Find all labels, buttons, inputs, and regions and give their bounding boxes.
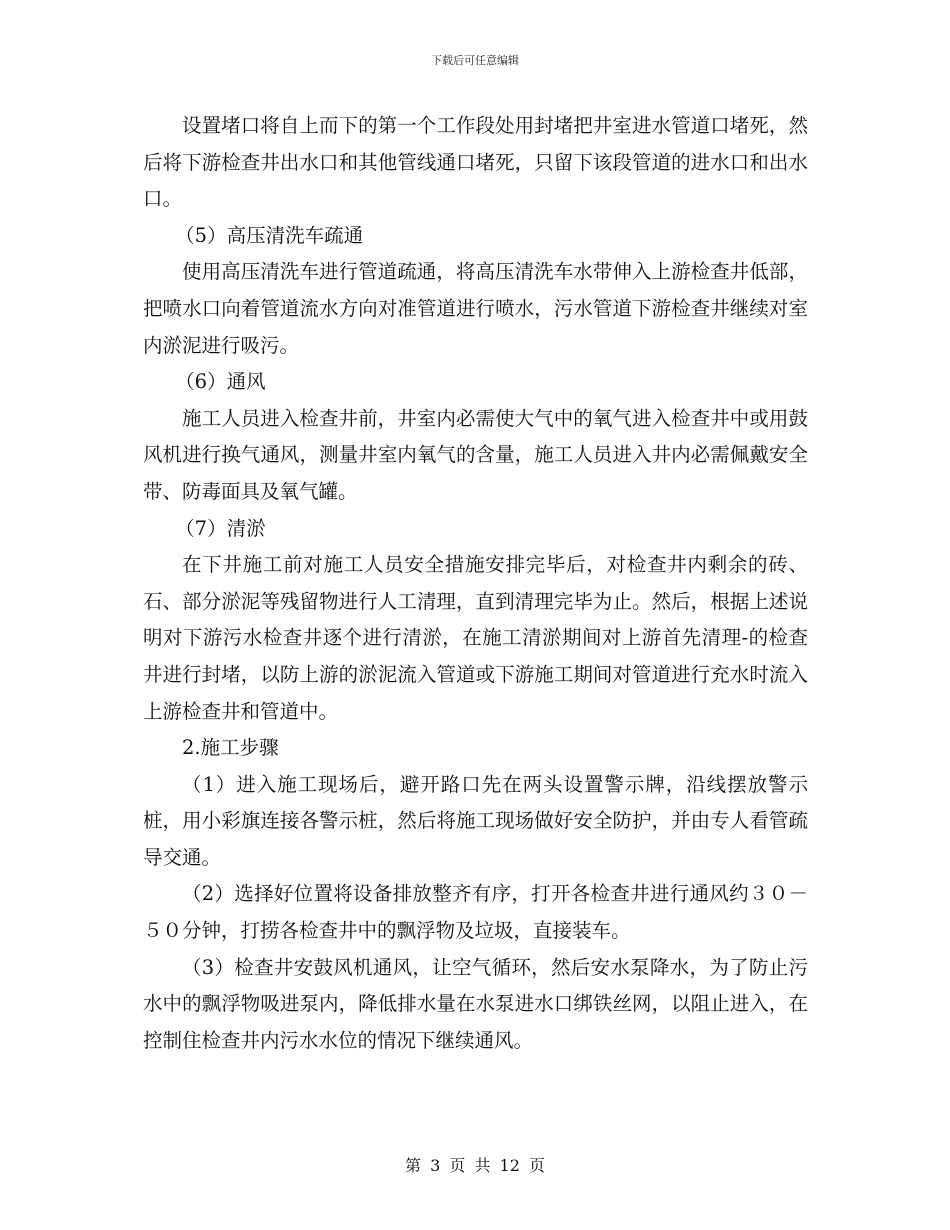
paragraph-ventilation: 施工人员进入检查井前，井室内必需使大气中的氧气进入检查井中或用鼓风机进行换气通风，测量井室内氧气的含量，施工人员进入井内必需佩戴安全带、防毒面具及氧气罐。 [143,406,808,503]
heading-construction-steps: 2.施工步骤 [182,736,279,760]
heading-ventilation: （6）通风 [175,370,266,394]
page-header: 下载后可任意编辑 [431,54,519,67]
paragraph-high-pressure-cleaning: 使用高压清洗车进行管道疏通，将高压清洗车水带伸入上游检查井低部，把喷水口向着管道流水方向对准管道进行喷水，污水管道下游检查井继续对室内淤泥进行吸污。 [143,260,808,357]
document-body [143,108,808,1059]
paragraph-plugging: 设置堵口将自上而下的第一个工作段处用封堵把井室进水管道口堵死，然后将下游检查井出水口和其他管线通口堵死，只留下该段管道的进水口和出水口。 [143,114,808,211]
paragraph-step-1: （1）进入施工现场后，避开路口先在两头设置警示牌，沿线摆放警示桩，用小彩旗连接各警示桩，然后将施工现场做好安全防护，并由专人看管疏导交通。 [143,772,808,869]
heading-dredging: （7）清淤 [175,516,266,540]
heading-high-pressure-cleaning: （5）高压清洗车疏通 [175,223,364,247]
paragraph-step-2: （2）选择好位置将设备排放整齐有序，打开各检查井进行通风约３０－５０分钟，打捞各检查井中的飘浮物及垃圾，直接装车。 [143,882,808,943]
paragraph-dredging: 在下井施工前对施工人员安全措施安排完毕后，对检查井内剩余的砖、石、部分淤泥等残留物进行人工清理，直到清理完毕为止。然后，根据上述说明对下游污水检查井逐个进行清淤，在施工清淤期间对上游首先清理-的检查井进行封堵，以防上游的淤泥流入管道或下游施工期间对管道进行充水时流入上游检查井和管道中。 [143,553,808,723]
page-footer: 第 3 页 共 12 页 [405,1156,545,1175]
paragraph-step-3: （3）检查井安鼓风机通风，让空气循环，然后安水泵降水，为了防止污水中的飘浮物吸进泵内，降低排水量在水泵进水口绑铁丝网，以阻止进入，在控制住检查井内污水水位的情况下继续通风。 [143,955,808,1052]
